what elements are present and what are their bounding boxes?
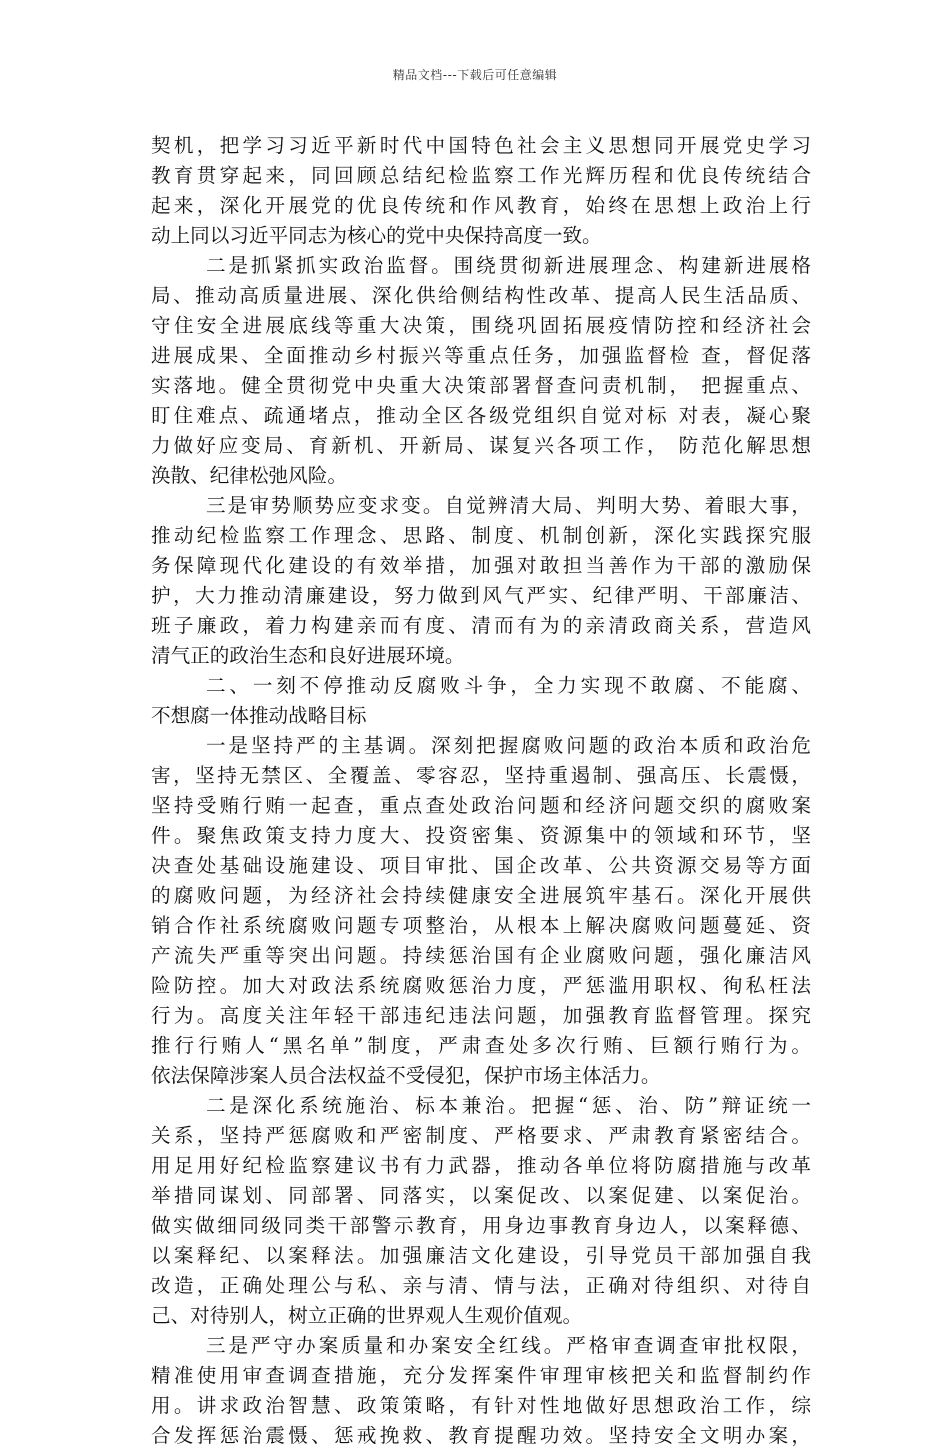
- text-line: 教育贯穿起来，同回顾总结纪检监察工作光辉历程和优良传统结合: [151, 164, 811, 187]
- text-line: 坚持受贿行贿一起查，重点查处政治问题和经济问题交织的腐败案: [151, 794, 811, 817]
- text-line: 盯住难点、疏通堵点，推动全区各级党组织自觉对标 对表，凝心聚: [151, 404, 811, 427]
- text-line: 做实做细同级同类干部警示教育，用身边事教育身边人，以案释德、: [151, 1214, 811, 1237]
- text-line: 举措同谋划、同部署、同落实，以案促改、以案促建、以案促治。: [151, 1184, 811, 1207]
- text-line: 推行行贿人“黑名单”制度，严肃查处多次行贿、巨额行贿行为。: [151, 1034, 811, 1057]
- document-body: [151, 131, 811, 1451]
- text-line: 实落地。健全贯彻党中央重大决策部署督查问责机制， 把握重点、: [151, 374, 811, 397]
- text-line: 护，大力推动清廉建设，努力做到风气严实、纪律严明、干部廉洁、: [151, 584, 811, 607]
- text-line: 二是深化系统施治、标本兼治。把握“惩、治、防”辩证统一: [206, 1094, 811, 1117]
- text-line: 清气正的政治生态和良好进展环境。: [151, 644, 465, 667]
- text-line: 销合作社系统腐败问题专项整治，从根本上解决腐败问题蔓延、资: [151, 914, 811, 937]
- text-line: 用。讲求政治智慧、政策策略，有针对性地做好思想政治工作，综: [151, 1394, 811, 1417]
- text-line: 动上同以习近平同志为核心的党中央保持高度一致。: [151, 224, 602, 247]
- text-line: 不想腐一体推动战略目标: [151, 704, 367, 727]
- text-line: 关系，坚持严惩腐败和严密制度、严格要求、严肃教育紧密结合。: [151, 1124, 811, 1147]
- text-line: 起来，深化开展党的优良传统和作风教育，始终在思想上政治上行: [151, 194, 811, 217]
- text-line: 险防控。加大对政法系统腐败惩治力度，严惩滥用职权、徇私枉法: [151, 974, 811, 997]
- text-line: 一是坚持严的主基调。深刻把握腐败问题的政治本质和政治危: [206, 734, 811, 757]
- text-line: 的腐败问题，为经济社会持续健康安全进展筑牢基石。深化开展供: [151, 884, 811, 907]
- text-line: 局、推动高质量进展、深化供给侧结构性改革、提高人民生活品质、: [151, 284, 811, 307]
- text-line: 力做好应变局、育新机、开新局、谋复兴各项工作， 防范化解思想: [151, 434, 811, 457]
- text-line: 精准使用审查调查措施，充分发挥案件审理审核把关和监督制约作: [151, 1364, 811, 1387]
- text-line: 产流失严重等突出问题。持续惩治国有企业腐败问题，强化廉洁风: [151, 944, 811, 967]
- text-line: 己、对待别人，树立正确的世界观人生观价值观。: [151, 1304, 583, 1327]
- text-line: 合发挥惩治震慑、惩戒挽救、教育提醒功效。坚持安全文明办案，: [151, 1424, 811, 1447]
- text-line: 班子廉政，着力构建亲而有度、清而有为的亲清政商关系，营造风: [151, 614, 811, 637]
- text-line: 推动纪检监察工作理念、思路、制度、机制创新，深化实践探究服: [151, 524, 811, 547]
- text-line: 二、一刻不停推动反腐败斗争，全力实现不敢腐、不能腐、: [206, 674, 811, 697]
- text-line: 害，坚持无禁区、全覆盖、零容忍，坚持重遏制、强高压、长震慑，: [151, 764, 811, 787]
- text-line: 涣散、纪律松弛风险。: [151, 464, 347, 487]
- text-line: 三是严守办案质量和办案安全红线。严格审查调查审批权限，: [206, 1334, 811, 1357]
- text-line: 守住安全进展底线等重大决策，围绕巩固拓展疫情防控和经济社会: [151, 314, 811, 337]
- text-line: 二是抓紧抓实政治监督。围绕贯彻新进展理念、构建新进展格: [206, 254, 811, 277]
- text-line: 契机，把学习习近平新时代中国特色社会主义思想同开展党史学习: [151, 134, 811, 157]
- text-line: 依法保障涉案人员合法权益不受侵犯，保护市场主体活力。: [151, 1064, 661, 1087]
- text-line: 改造，正确处理公与私、亲与清、情与法，正确对待组织、对待自: [151, 1274, 811, 1297]
- text-line: 用足用好纪检监察建议书有力武器，推动各单位将防腐措施与改革: [151, 1154, 811, 1177]
- text-line: 行为。高度关注年轻干部违纪违法问题，加强教育监督管理。探究: [151, 1004, 811, 1027]
- text-line: 以案释纪、以案释法。加强廉洁文化建设，引导党员干部加强自我: [151, 1244, 811, 1267]
- text-line: 进展成果、全面推动乡村振兴等重点任务，加强监督检 查，督促落: [151, 344, 811, 367]
- text-line: 三是审势顺势应变求变。自觉辨清大局、判明大势、着眼大事，: [206, 494, 811, 517]
- text-line: 决查处基础设施建设、项目审批、国企改革、公共资源交易等方面: [151, 854, 811, 877]
- page-header: 精品文档---下载后可任意编辑: [392, 68, 558, 82]
- text-line: 务保障现代化建设的有效举措，加强对敢担当善作为干部的激励保: [151, 554, 811, 577]
- text-line: 件。聚焦政策支持力度大、投资密集、资源集中的领域和环节，坚: [151, 824, 811, 847]
